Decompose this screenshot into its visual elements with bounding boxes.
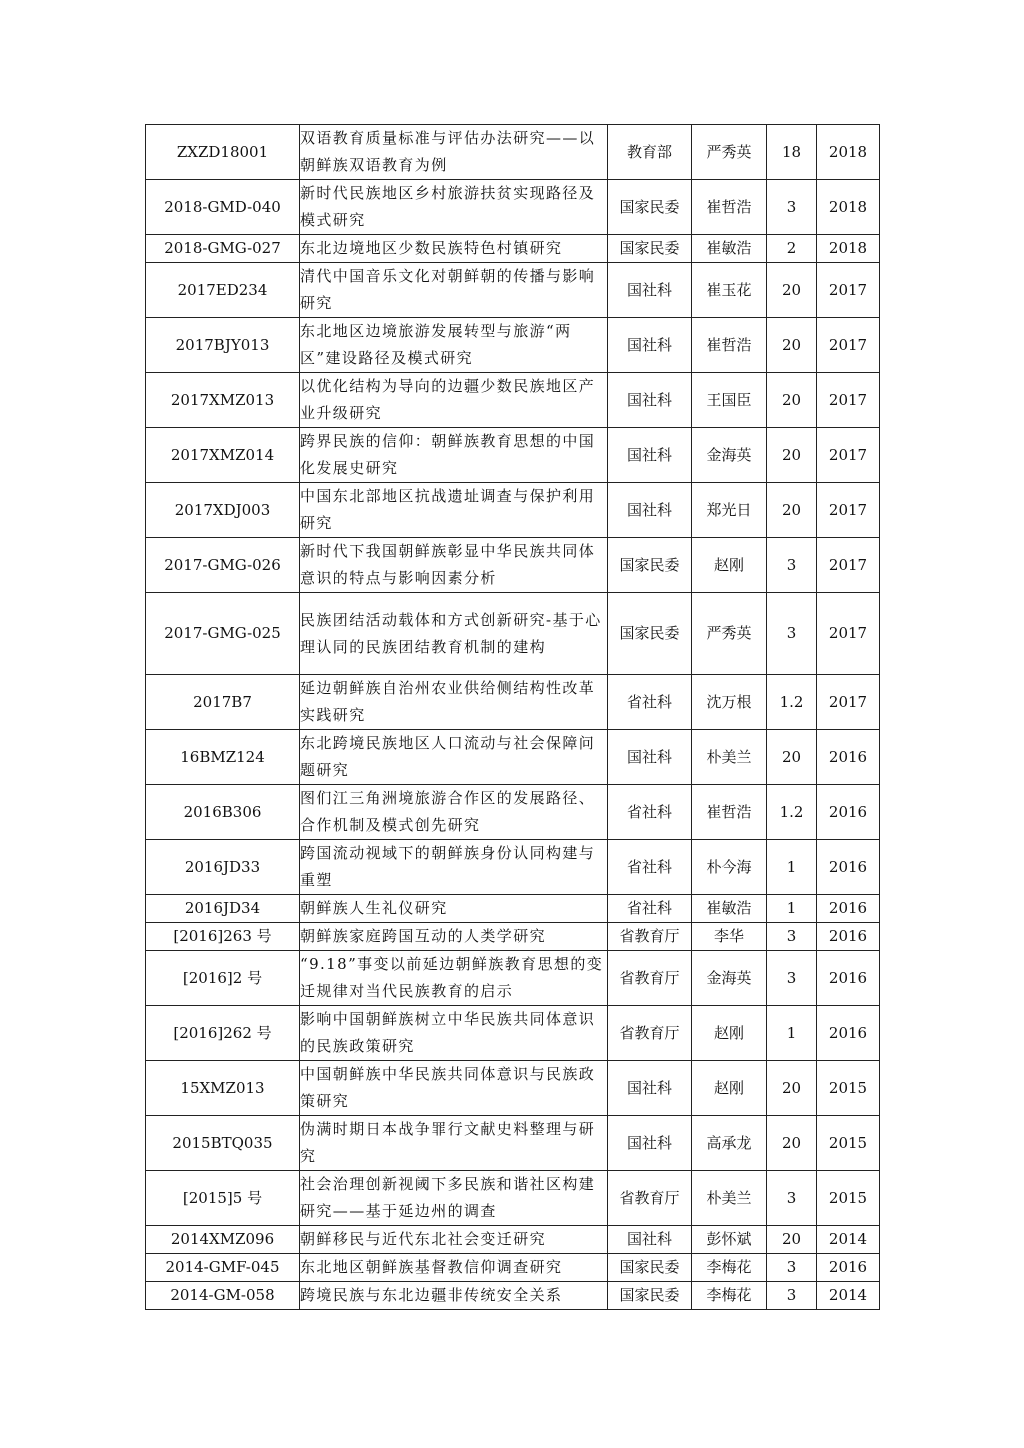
project-leader-cell: 朴美兰 — [692, 730, 767, 785]
project-title-cell: 东北地区边境旅游发展转型与旅游“两区”建设路径及模式研究 — [300, 318, 608, 373]
project-leader-cell: 王国臣 — [692, 373, 767, 428]
project-leader-cell: 赵刚 — [692, 1006, 767, 1061]
funding-amount-cell: 3 — [767, 1171, 817, 1226]
project-leader-cell: 崔哲浩 — [692, 180, 767, 235]
project-leader-cell: 高承龙 — [692, 1116, 767, 1171]
project-code-cell: 2018-GMG-027 — [146, 235, 300, 263]
table-row — [146, 785, 880, 840]
funding-agency-cell: 教育部 — [608, 125, 692, 180]
table-row — [146, 1061, 880, 1116]
funding-amount-cell: 1 — [767, 840, 817, 895]
project-leader-cell: 彭怀斌 — [692, 1226, 767, 1254]
project-code-cell: 2016JD33 — [146, 840, 300, 895]
table-row — [146, 840, 880, 895]
project-year-cell: 2017 — [817, 428, 880, 483]
project-year-cell: 2014 — [817, 1226, 880, 1254]
project-year-cell: 2018 — [817, 125, 880, 180]
project-title-cell: 中国东北部地区抗战遗址调查与保护利用研究 — [300, 483, 608, 538]
funding-amount-cell: 3 — [767, 538, 817, 593]
funding-amount-cell: 18 — [767, 125, 817, 180]
funding-agency-cell: 国社科 — [608, 1226, 692, 1254]
project-title-cell: 东北边境地区少数民族特色村镇研究 — [300, 235, 608, 263]
table-row — [146, 1006, 880, 1061]
project-leader-cell: 崔哲浩 — [692, 318, 767, 373]
project-title-cell: 跨国流动视域下的朝鲜族身份认同构建与重塑 — [300, 840, 608, 895]
project-leader-cell: 崔敏浩 — [692, 895, 767, 923]
funding-agency-cell: 省社科 — [608, 785, 692, 840]
projects-table-body — [146, 125, 880, 1310]
funding-amount-cell: 1 — [767, 895, 817, 923]
funding-agency-cell: 国家民委 — [608, 538, 692, 593]
project-year-cell: 2017 — [817, 373, 880, 428]
project-title-cell: 朝鲜族人生礼仪研究 — [300, 895, 608, 923]
project-code-cell: 2017ED234 — [146, 263, 300, 318]
project-year-cell: 2016 — [817, 951, 880, 1006]
project-leader-cell: 赵刚 — [692, 1061, 767, 1116]
project-leader-cell: 李梅花 — [692, 1282, 767, 1310]
project-title-cell: 东北跨境民族地区人口流动与社会保障问题研究 — [300, 730, 608, 785]
funding-agency-cell: 国社科 — [608, 1061, 692, 1116]
project-title-cell: 新时代下我国朝鲜族彰显中华民族共同体意识的特点与影响因素分析 — [300, 538, 608, 593]
project-leader-cell: 金海英 — [692, 428, 767, 483]
funding-agency-cell: 省社科 — [608, 675, 692, 730]
funding-agency-cell: 省教育厅 — [608, 923, 692, 951]
project-title-cell: 图们江三角洲境旅游合作区的发展路径、合作机制及模式创先研究 — [300, 785, 608, 840]
project-year-cell: 2016 — [817, 840, 880, 895]
funding-amount-cell: 20 — [767, 318, 817, 373]
funding-amount-cell: 3 — [767, 923, 817, 951]
table-row — [146, 1254, 880, 1282]
project-code-cell: [2016]2 号 — [146, 951, 300, 1006]
funding-agency-cell: 国家民委 — [608, 1254, 692, 1282]
funding-amount-cell: 2 — [767, 235, 817, 263]
project-code-cell: 2017BJY013 — [146, 318, 300, 373]
project-title-cell: 中国朝鲜族中华民族共同体意识与民族政策研究 — [300, 1061, 608, 1116]
project-leader-cell: 赵刚 — [692, 538, 767, 593]
project-code-cell: [2015]5 号 — [146, 1171, 300, 1226]
funding-amount-cell: 20 — [767, 1116, 817, 1171]
project-title-cell: 跨境民族与东北边疆非传统安全关系 — [300, 1282, 608, 1310]
table-row — [146, 895, 880, 923]
project-title-cell: 清代中国音乐文化对朝鲜朝的传播与影响研究 — [300, 263, 608, 318]
table-row — [146, 923, 880, 951]
project-year-cell: 2015 — [817, 1061, 880, 1116]
table-row — [146, 951, 880, 1006]
project-code-cell: [2016]262 号 — [146, 1006, 300, 1061]
project-code-cell: 2017-GMG-026 — [146, 538, 300, 593]
project-year-cell: 2017 — [817, 538, 880, 593]
funding-amount-cell: 20 — [767, 1226, 817, 1254]
project-title-cell: 民族团结活动载体和方式创新研究-基于心理认同的民族团结教育机制的建构 — [300, 593, 608, 675]
project-title-cell: 以优化结构为导向的边疆少数民族地区产业升级研究 — [300, 373, 608, 428]
funding-amount-cell: 3 — [767, 180, 817, 235]
project-code-cell: 2017B7 — [146, 675, 300, 730]
funding-agency-cell: 省社科 — [608, 895, 692, 923]
funding-agency-cell: 国家民委 — [608, 1282, 692, 1310]
project-code-cell: 2017XMZ013 — [146, 373, 300, 428]
table-row — [146, 1116, 880, 1171]
funding-agency-cell: 国社科 — [608, 263, 692, 318]
table-row — [146, 1282, 880, 1310]
project-title-cell: 双语教育质量标准与评估办法研究——以朝鲜族双语教育为例 — [300, 125, 608, 180]
table-row — [146, 235, 880, 263]
funding-agency-cell: 省教育厅 — [608, 1006, 692, 1061]
project-leader-cell: 朴美兰 — [692, 1171, 767, 1226]
funding-amount-cell: 1.2 — [767, 675, 817, 730]
project-title-cell: 伪满时期日本战争罪行文献史料整理与研究 — [300, 1116, 608, 1171]
funding-agency-cell: 国社科 — [608, 1116, 692, 1171]
funding-agency-cell: 省社科 — [608, 840, 692, 895]
project-code-cell: 2014-GMF-045 — [146, 1254, 300, 1282]
table-row — [146, 263, 880, 318]
table-row — [146, 483, 880, 538]
funding-agency-cell: 国社科 — [608, 318, 692, 373]
project-code-cell: 16BMZ124 — [146, 730, 300, 785]
project-year-cell: 2016 — [817, 785, 880, 840]
table-row — [146, 730, 880, 785]
project-leader-cell: 崔敏浩 — [692, 235, 767, 263]
project-leader-cell: 沈万根 — [692, 675, 767, 730]
table-row — [146, 1171, 880, 1226]
funding-amount-cell: 1.2 — [767, 785, 817, 840]
project-code-cell: 15XMZ013 — [146, 1061, 300, 1116]
table-row — [146, 428, 880, 483]
project-year-cell: 2017 — [817, 318, 880, 373]
project-title-cell: 影响中国朝鲜族树立中华民族共同体意识的民族政策研究 — [300, 1006, 608, 1061]
project-year-cell: 2016 — [817, 923, 880, 951]
funding-amount-cell: 3 — [767, 951, 817, 1006]
project-leader-cell: 崔哲浩 — [692, 785, 767, 840]
funding-amount-cell: 20 — [767, 730, 817, 785]
project-title-cell: 社会治理创新视阈下多民族和谐社区构建研究——基于延边州的调查 — [300, 1171, 608, 1226]
project-title-cell: 朝鲜移民与近代东北社会变迁研究 — [300, 1226, 608, 1254]
project-year-cell: 2016 — [817, 730, 880, 785]
funding-agency-cell: 国社科 — [608, 483, 692, 538]
table-row — [146, 675, 880, 730]
project-year-cell: 2016 — [817, 895, 880, 923]
project-code-cell: 2014-GM-058 — [146, 1282, 300, 1310]
project-title-cell: 新时代民族地区乡村旅游扶贫实现路径及模式研究 — [300, 180, 608, 235]
project-leader-cell: 李华 — [692, 923, 767, 951]
funding-amount-cell: 20 — [767, 263, 817, 318]
project-code-cell: 2016JD34 — [146, 895, 300, 923]
table-row — [146, 318, 880, 373]
funding-agency-cell: 国社科 — [608, 373, 692, 428]
projects-table — [145, 124, 880, 1310]
table-row — [146, 1226, 880, 1254]
project-code-cell: ZXZD18001 — [146, 125, 300, 180]
project-code-cell: 2016B306 — [146, 785, 300, 840]
funding-agency-cell: 国社科 — [608, 730, 692, 785]
project-leader-cell: 金海英 — [692, 951, 767, 1006]
funding-amount-cell: 20 — [767, 483, 817, 538]
funding-agency-cell: 国家民委 — [608, 593, 692, 675]
funding-amount-cell: 1 — [767, 1006, 817, 1061]
funding-amount-cell: 20 — [767, 1061, 817, 1116]
table-row — [146, 538, 880, 593]
project-title-cell: 跨界民族的信仰：朝鲜族教育思想的中国化发展史研究 — [300, 428, 608, 483]
funding-agency-cell: 国社科 — [608, 428, 692, 483]
project-leader-cell: 李梅花 — [692, 1254, 767, 1282]
project-code-cell: 2017XMZ014 — [146, 428, 300, 483]
table-row — [146, 593, 880, 675]
project-leader-cell: 严秀英 — [692, 593, 767, 675]
project-code-cell: [2016]263 号 — [146, 923, 300, 951]
funding-amount-cell: 3 — [767, 593, 817, 675]
project-title-cell: “9.18”事变以前延边朝鲜族教育思想的变迁规律对当代民族教育的启示 — [300, 951, 608, 1006]
project-year-cell: 2017 — [817, 593, 880, 675]
project-leader-cell: 朴今海 — [692, 840, 767, 895]
project-year-cell: 2017 — [817, 483, 880, 538]
table-row — [146, 180, 880, 235]
project-title-cell: 东北地区朝鲜族基督教信仰调查研究 — [300, 1254, 608, 1282]
project-year-cell: 2017 — [817, 675, 880, 730]
funding-amount-cell: 20 — [767, 373, 817, 428]
project-code-cell: 2014XMZ096 — [146, 1226, 300, 1254]
project-title-cell: 朝鲜族家庭跨国互动的人类学研究 — [300, 923, 608, 951]
project-code-cell: 2018-GMD-040 — [146, 180, 300, 235]
project-year-cell: 2015 — [817, 1171, 880, 1226]
funding-agency-cell: 省教育厅 — [608, 1171, 692, 1226]
funding-amount-cell: 20 — [767, 428, 817, 483]
project-year-cell: 2018 — [817, 180, 880, 235]
project-year-cell: 2016 — [817, 1006, 880, 1061]
project-code-cell: 2015BTQ035 — [146, 1116, 300, 1171]
funding-agency-cell: 国家民委 — [608, 235, 692, 263]
project-year-cell: 2017 — [817, 263, 880, 318]
project-title-cell: 延边朝鲜族自治州农业供给侧结构性改革实践研究 — [300, 675, 608, 730]
project-leader-cell: 郑光日 — [692, 483, 767, 538]
funding-amount-cell: 3 — [767, 1254, 817, 1282]
funding-agency-cell: 国家民委 — [608, 180, 692, 235]
project-leader-cell: 严秀英 — [692, 125, 767, 180]
project-year-cell: 2014 — [817, 1282, 880, 1310]
project-year-cell: 2016 — [817, 1254, 880, 1282]
funding-amount-cell: 3 — [767, 1282, 817, 1310]
table-row — [146, 373, 880, 428]
project-leader-cell: 崔玉花 — [692, 263, 767, 318]
project-year-cell: 2015 — [817, 1116, 880, 1171]
project-year-cell: 2018 — [817, 235, 880, 263]
table-row — [146, 125, 880, 180]
project-code-cell: 2017XDJ003 — [146, 483, 300, 538]
project-code-cell: 2017-GMG-025 — [146, 593, 300, 675]
funding-agency-cell: 省教育厅 — [608, 951, 692, 1006]
